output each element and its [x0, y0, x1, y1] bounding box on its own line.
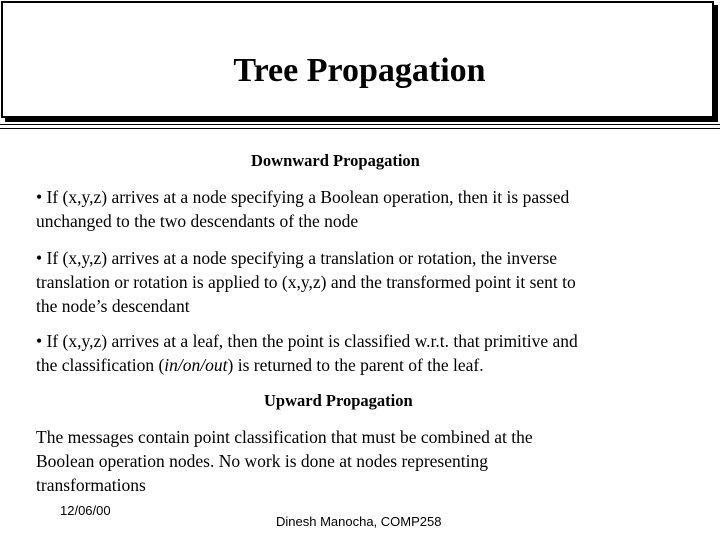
- bullet-transform-line-3: the node’s descendant: [36, 296, 190, 316]
- upward-paragraph: [36, 425, 706, 497]
- downward-heading: Downward Propagation: [251, 151, 420, 170]
- title-rule-bottom: [0, 128, 720, 129]
- bullet-transform-line-1: • If (x,y,z) arrives at a node specifying a translation or rotation, the inverse: [36, 248, 558, 268]
- title-box: [1, 1, 714, 118]
- bullet-leaf-line-2: [36, 353, 706, 377]
- title-rule-top: [0, 124, 720, 125]
- bullet-leaf-line-1: • If (x,y,z) arrives at a leaf, then the point is classified w.r.t. that primitive and: [36, 331, 578, 351]
- bullet-boolean-line-1: • If (x,y,z) arrives at a node specifying a Boolean operation, then it is passed: [36, 187, 570, 207]
- bullet-transform-line-2: translation or rotation is applied to (x,y,z) and the transformed point it sent to: [36, 272, 576, 292]
- footer-author: Dinesh Manocha, COMP258: [276, 514, 442, 529]
- upward-line-1: The messages contain point classification that must be combined at the: [36, 427, 533, 447]
- bullet-boolean: [36, 185, 706, 233]
- bullet-transform: [36, 246, 706, 318]
- bullet-leaf-line-2-post: ) is returned to the parent of the leaf.: [227, 355, 484, 375]
- classification-values: in/on/out: [164, 355, 228, 375]
- upward-line-3: transformations: [36, 475, 146, 495]
- bullet-leaf-line-2-pre: the classification (: [36, 355, 165, 375]
- footer-date: 12/06/00: [60, 503, 111, 518]
- bullet-boolean-line-2: unchanged to the two descendants of the node: [36, 211, 359, 231]
- upward-line-2: Boolean operation nodes. No work is done at nodes representing: [36, 451, 488, 471]
- upward-heading: Upward Propagation: [264, 391, 413, 410]
- slide-title: Tree Propagation: [233, 52, 486, 89]
- bullet-leaf: [36, 329, 706, 377]
